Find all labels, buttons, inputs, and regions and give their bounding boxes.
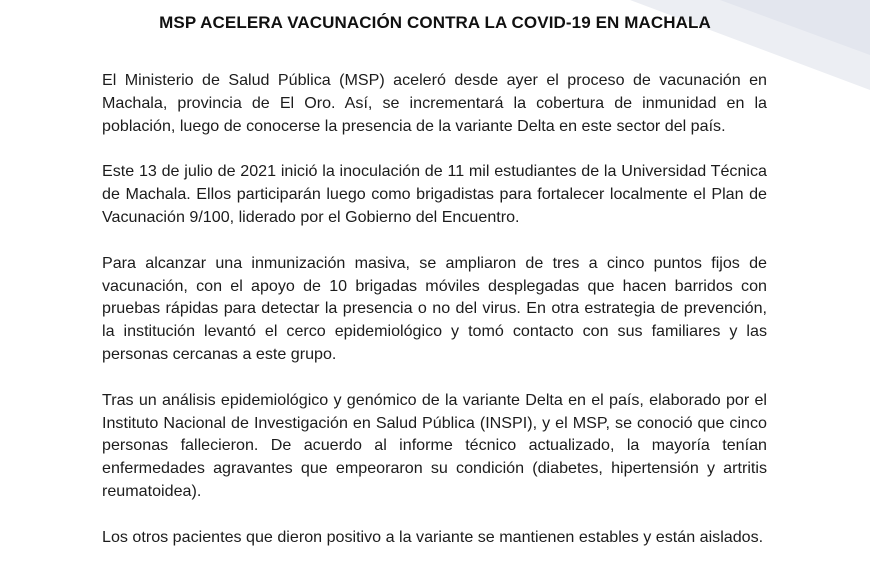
paragraph-delta-analysis: Tras un análisis epidemiológico y genómico de la variante Delta en el país, elaborado por el Instituto Nacional de Investigación en Salud Pública (INSPI), y el MSP, se conoció que cinco personas fallecieron. De acuerdo al informe técnico actualizado, la mayoría tenían enfermedades agravantes que empeoraron su condición (diabetes, hipertensión y artritis reumatoidea).	[102, 390, 767, 500]
paragraph-vaccination-machala: El Ministerio de Salud Pública (MSP) aceleró desde ayer el proceso de vacunación en Machala, provincia de El Oro. Así, se incrementará la cobertura de inmunidad en la población, luego de conocerse la presencia de la variante Delta en este sector del país.	[102, 71, 767, 135]
paragraph-student-inoculation: Este 13 de julio de 2021 inició la inoculación de 11 mil estudiantes de la Universidad Técnica de Machala. Ellos participarán luego como brigadistas para fortalecer localmente el Plan de Vacunación 9/100, liderado por el Gobierno del Encuentro.	[102, 162, 767, 226]
paragraph-stable-patients: Los otros pacientes que dieron positivo a la variante se mantienen estables y están aislados.	[102, 527, 764, 546]
document-title: MSP ACELERA VACUNACIÓN CONTRA LA COVID-19 EN MACHALA	[159, 13, 711, 32]
paragraph-mass-immunization: Para alcanzar una inmunización masiva, se ampliaron de tres a cinco puntos fijos de vacunación, con el apoyo de 10 brigadas móviles desplegadas que hacen barridos con pruebas rápidas para detectar la presencia o no del virus. En otra estrategia de prevención, la institución levantó el cerco epidemiológico y tomó contacto con sus familiares y las personas cercanas a este grupo.	[102, 253, 767, 363]
document-body	[102, 69, 767, 572]
